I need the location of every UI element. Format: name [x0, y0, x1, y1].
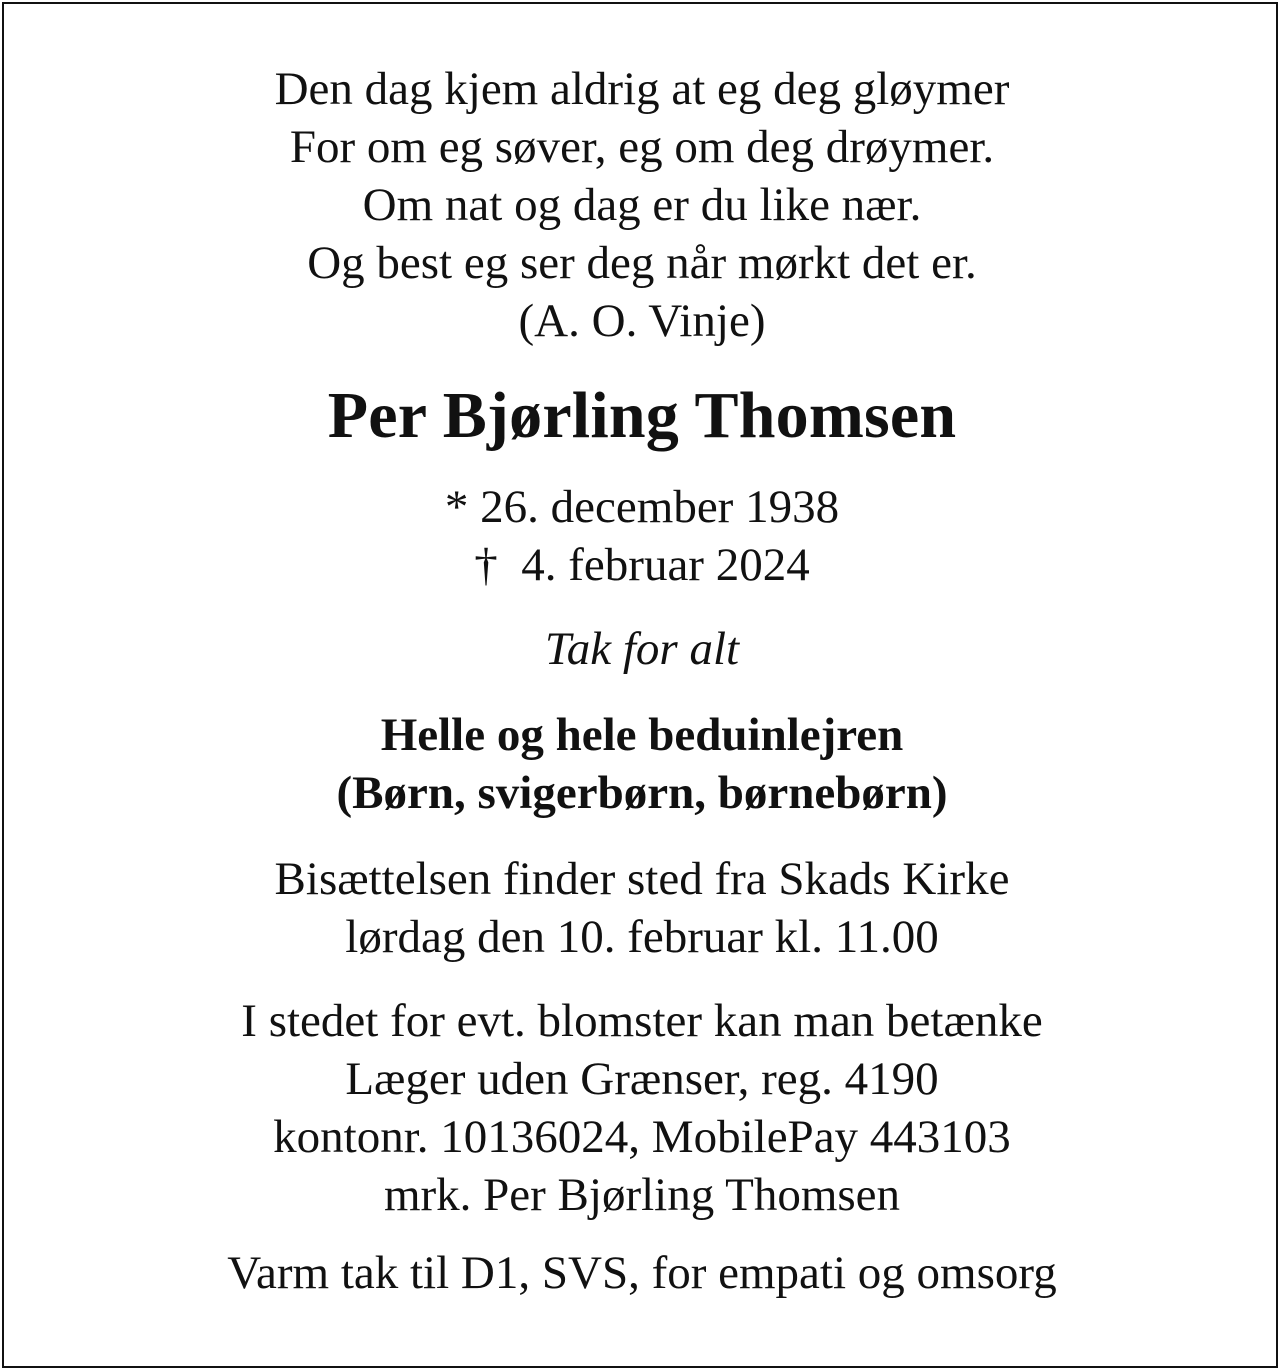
obituary-content — [4, 60, 1280, 1302]
verse-line: Den dag kjem aldrig at eg deg gløymer — [274, 63, 1010, 115]
obituary-frame — [2, 2, 1278, 1368]
donation-details — [4, 992, 1280, 1224]
donation-line: I stedet for evt. blomster kan man betænke — [241, 995, 1043, 1047]
funeral-details — [4, 850, 1280, 966]
donation-line: Læger uden Grænser, reg. 4190 — [345, 1053, 939, 1105]
family-line: Helle og hele beduinlejren — [380, 709, 904, 761]
family-signature — [4, 706, 1280, 822]
family-line: (Børn, svigerbørn, børnebørn) — [336, 767, 948, 819]
memorial-verse — [4, 60, 1280, 350]
closing-thanks: Varm tak til D1, SVS, for empati og omsorg — [227, 1247, 1057, 1299]
verse-line: Om nat og dag er du like nær. — [362, 179, 922, 231]
thanks-line: Tak for alt — [544, 623, 740, 675]
verse-line: For om eg søver, eg om deg drøymer. — [289, 121, 995, 173]
donation-line: kontonr. 10136024, MobilePay 443103 — [273, 1111, 1011, 1163]
deceased-name: Per Bjørling Thomsen — [327, 379, 957, 452]
life-dates — [4, 478, 1280, 594]
donation-line: mrk. Per Bjørling Thomsen — [383, 1169, 901, 1221]
birth-date: * 26. december 1938 — [444, 481, 840, 533]
verse-attribution: (A. O. Vinje) — [518, 295, 766, 347]
funeral-line: Bisættelsen finder sted fra Skads Kirke — [274, 853, 1010, 905]
death-date: † 4. februar 2024 — [474, 539, 810, 591]
verse-line: Og best eg ser deg når mørkt det er. — [307, 237, 977, 289]
funeral-line: lørdag den 10. februar kl. 11.00 — [345, 911, 939, 963]
